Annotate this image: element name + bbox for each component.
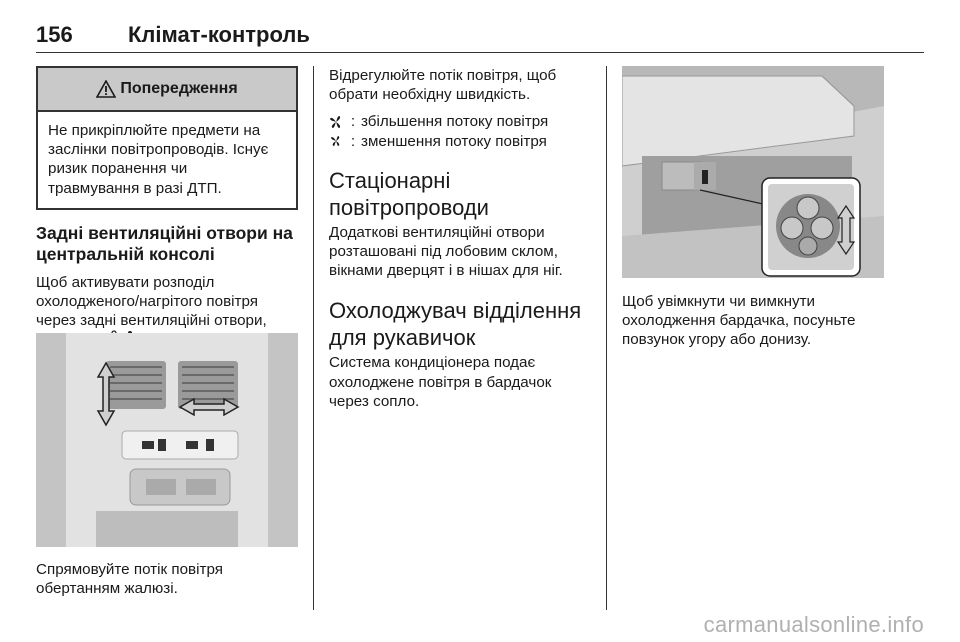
glovebox-text-line: через сопло. xyxy=(329,392,420,410)
rear-vents-text-line: Щоб активувати розподіл xyxy=(36,273,215,291)
warning-line: ризик поранення чи xyxy=(48,160,188,178)
caption-line: повзунок угору або донизу. xyxy=(622,331,812,349)
warning-line: травмування в разі ДТП. xyxy=(48,179,222,197)
page-header xyxy=(36,22,924,52)
fixed-vents-text-line: Додаткові вентиляційні отвори xyxy=(329,223,545,241)
heading-line: Задні вентиляційні отвори на xyxy=(36,222,293,243)
fan-large-icon xyxy=(329,115,345,129)
heading-line: для рукавичок xyxy=(329,325,476,351)
heading-line: Стаціонарні xyxy=(329,167,451,193)
airflow-intro-line: Відрегулюйте потік повітря, щоб xyxy=(329,67,557,84)
airflow-item-increase xyxy=(329,112,591,131)
fan-small-icon xyxy=(329,134,345,148)
rear-console-illustration xyxy=(36,333,298,547)
airflow-item-decrease xyxy=(329,132,591,151)
fixed-vents-text-line: вікнами дверцят і в нішах для ніг. xyxy=(329,262,563,280)
caption-line: обертанням жалюзі. xyxy=(36,580,178,598)
glovebox-text-line: охолоджене повітря в бардачок xyxy=(329,373,552,391)
caption-line: Спрямовуйте потік повітря xyxy=(36,561,223,578)
glovebox-photo xyxy=(622,66,884,278)
separator: : xyxy=(350,113,356,131)
caption-line: Щоб увімкнути чи вимкнути xyxy=(622,293,816,310)
header-divider xyxy=(36,52,924,53)
glovebox-illustration xyxy=(622,66,884,278)
column-divider-2 xyxy=(606,66,607,610)
rear-vents-text-line: через задні вентиляційні отвори, xyxy=(36,312,267,330)
glovebox-text-line: Система кондиціонера подає xyxy=(329,354,536,372)
rear-vents-photo xyxy=(36,333,298,547)
heading-line: Охолоджувач відділення xyxy=(329,298,582,324)
page-number: 156 xyxy=(36,22,73,47)
caption-line: охолодження бардачка, посуньте xyxy=(622,312,856,330)
airflow-item-label: збільшення потоку повітря xyxy=(361,113,549,131)
watermark: carmanualsonline.info xyxy=(703,612,924,637)
rear-vents-text-line: охолодженого/нагрітого повітря xyxy=(36,293,258,311)
rear-vents-caption xyxy=(36,560,298,598)
glovebox-heading xyxy=(329,297,591,351)
warning-title: Попередження xyxy=(120,80,238,98)
page-title: Клімат-контроль xyxy=(128,22,310,47)
separator: : xyxy=(350,132,356,150)
heading-line: повітропроводи xyxy=(329,194,489,220)
fixed-vents-heading xyxy=(329,167,591,221)
airflow-item-label: зменшення потоку повітря xyxy=(361,132,547,150)
rear-vents-heading xyxy=(36,223,298,265)
warning-line: Не прикріплюйте предмети на xyxy=(48,122,261,139)
column-divider-1 xyxy=(313,66,314,610)
warning-body xyxy=(38,112,296,208)
warning-box xyxy=(36,66,298,210)
heading-line: центральній консолі xyxy=(36,243,215,264)
column-1 xyxy=(36,66,298,350)
warning-triangle-icon xyxy=(96,80,116,98)
fixed-vents-text-line: розташовані під лобовим склом, xyxy=(329,242,558,260)
column-2 xyxy=(329,66,591,411)
warning-header xyxy=(38,68,296,112)
airflow-intro-line: обрати необхідну швидкість. xyxy=(329,86,531,104)
warning-line: заслінки повітропроводів. Існує xyxy=(48,141,269,159)
glovebox-caption xyxy=(622,292,884,350)
